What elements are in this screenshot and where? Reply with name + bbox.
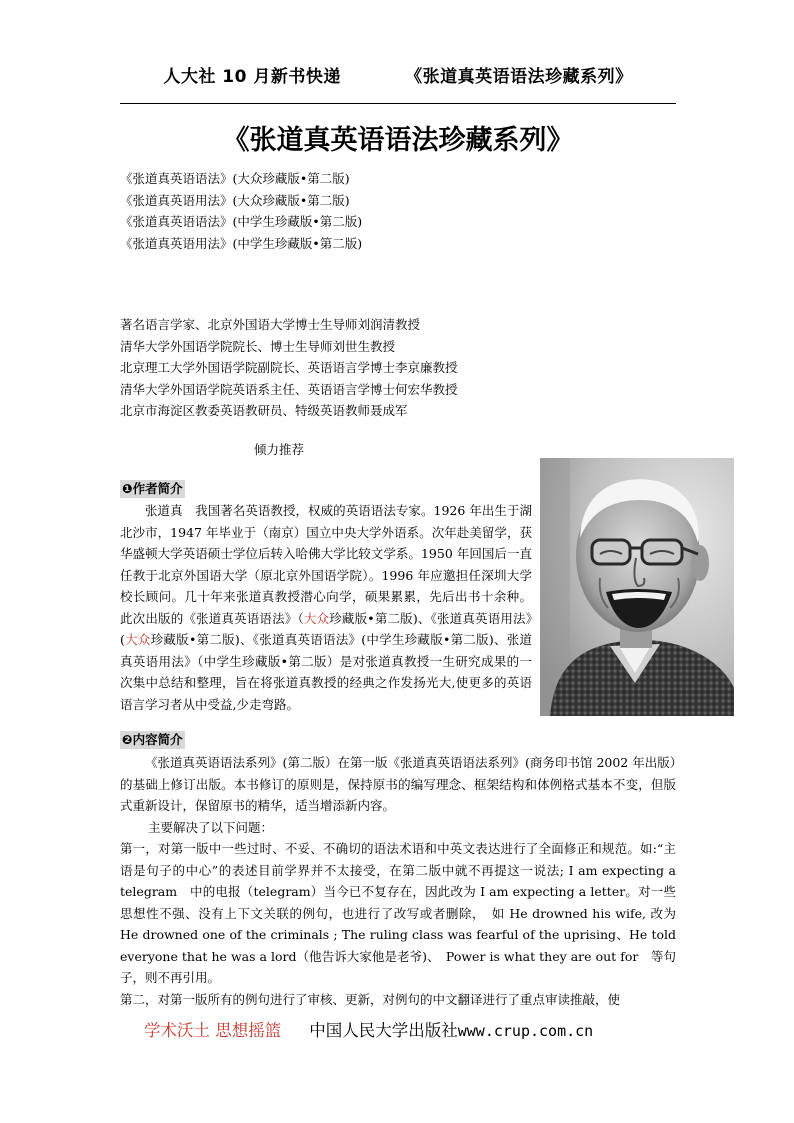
document-title: 《张道真英语语法珍藏系列》 <box>222 125 574 156</box>
book-item: 《张道真英语语法》(大众珍藏版•第二版) <box>120 171 350 186</box>
book-list <box>120 168 362 254</box>
book-item: 《张道真英语用法》(中学生珍藏版•第二版) <box>120 235 363 251</box>
endorser-item: 北京市海淀区教委英语教研员、特级英语教师聂成军 <box>120 403 408 418</box>
author-bio-text: 珍藏版•第二版)、《张道真英语语法》(中学生珍藏版•第二版)、张道真英语用法》（中学生珍藏版•第二版）是对张道真教授一生研究成果的一次集中总结和整理，旨在将张道真教授的经典之作发扬光大,使更多的英语语言学习者从中受益,少走弯路。 <box>120 632 532 712</box>
book-item: 《张道真英语语法》(中学生珍藏版•第二版) <box>120 214 363 229</box>
endorser-item: 清华大学外国语学院院长、博士生导师刘世生教授 <box>120 338 396 354</box>
highlight-text: 大众 <box>124 632 151 647</box>
content-section-heading: ❷内容简介 <box>122 732 183 747</box>
content-paragraph: 第二，对第一版所有的例句进行了审核、更新，对例句的中文翻译进行了重点审读推敲，使 <box>120 991 621 1007</box>
endorser-item: 北京理工大学外国语学院副院长、英语语言学博士李京廉教授 <box>120 360 458 375</box>
footer-slogan: 学术沃土 思想摇篮 <box>144 1021 282 1040</box>
endorser-item: 著名语言学家、北京外国语大学博士生导师刘润清教授 <box>120 317 421 332</box>
author-photo <box>540 458 734 716</box>
endorser-list <box>120 314 458 422</box>
footer-url[interactable]: www.crup.com.cn <box>457 1022 594 1040</box>
content-paragraph: 主要解决了以下问题： <box>148 819 274 835</box>
highlight-text: 大众 <box>303 610 330 626</box>
author-bio-text: 珍藏版•第二版)、《张道真英语用法》( <box>120 610 532 647</box>
header-right: 《张道真英语语法珍藏系列》 <box>405 67 633 87</box>
author-bio <box>120 500 532 715</box>
page-footer <box>144 1017 593 1041</box>
book-item: 《张道真英语用法》(大众珍藏版•第二版) <box>120 192 350 208</box>
header-left: 人大社 10 月新书快递 <box>163 67 341 87</box>
content-paragraph: 《张道真英语语法系列》(第二版）在第一版《张道真英语语法系列》(商务印书馆 2002 年出版）的基础上修订出版。本书修订的原则是，保持原书的编写理念、框架结构和体例格式基本不变，但版式重新设计，保留原书的精华，适当增添新内容。 <box>120 755 676 813</box>
footer-publisher: 中国人民大学出版社 <box>309 1021 458 1040</box>
endorser-item: 清华大学外国语学院英语系主任、英语语言学博士何宏华教授 <box>120 381 458 397</box>
author-bio-text: 张道真 我国著名英语教授，权威的英语语法专家。1926 年出生于湖北沙市，1947 年毕业于（南京）国立中央大学外语系。次年赴美留学，获华盛顿大学英语硕士学位后转入哈佛大学比较文学系。1950 年回国后一直任教于北京外国语大学（原北京外国语学院）。1996 年应邀担任深圳大学校长顾问。几十年来张道真教授潜心向学，硕果累累，先后出书十余种。此次出版的《张道真英语语法》（ <box>120 503 532 626</box>
author-section-heading: ❶作者简介 <box>122 481 183 496</box>
header-divider <box>120 103 676 104</box>
page-header <box>120 62 676 87</box>
recommend-label: 倾力推荐 <box>254 442 305 457</box>
content-summary <box>120 752 676 1010</box>
header-gap <box>347 67 398 87</box>
content-paragraph: 第一，对第一版中一些过时、不妥、不确切的语法术语和中英文表达进行了全面修正和规范。如:“主语是句子的中心”的表述目前学界并不太接受，在第二版中就不再提这一说法; I am expecting a telegram 中的电报（telegram）当今已不复存在，因此改为 I am expecting a letter。对一些思想性不强、没有上下文关联的例句，也进行了改写或者删除， 如 He drowned his wife, 改为 He drowned one of the criminals ; The ruling class was fearful of the uprising、He told everyone that he was a lord（他告诉大家他是老爷)、 Power is what they are out for 等句子，则不再引用。 <box>120 841 676 985</box>
